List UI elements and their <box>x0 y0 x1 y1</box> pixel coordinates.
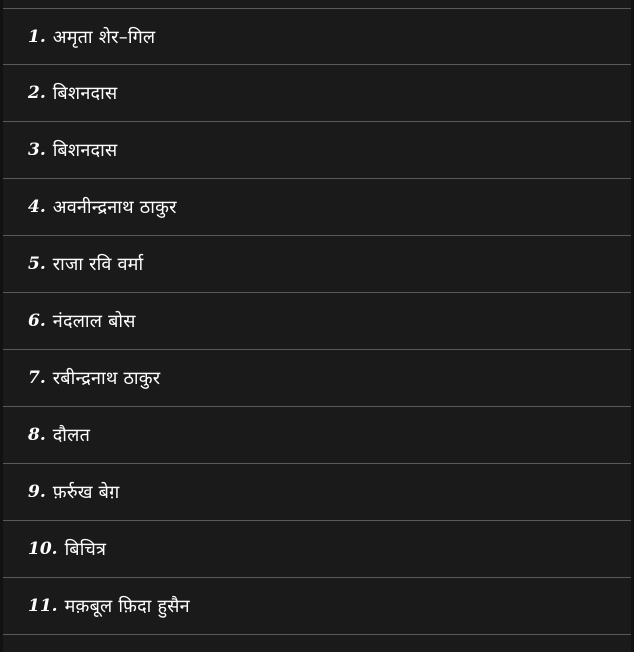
list-item[interactable] <box>0 122 634 179</box>
list-item-label: नंदलाल बोस <box>52 311 136 332</box>
list-item-number: 5. <box>28 254 46 274</box>
list-item-label: बिशनदास <box>52 83 118 104</box>
list-item-label: अमृता शेर–गिल <box>52 26 156 48</box>
top-spacer <box>0 0 634 8</box>
list-item-label: राजा रवि वर्मा <box>52 254 144 275</box>
list-item-label: मक़बूल फ़िदा हुसैन <box>64 596 190 617</box>
list-item[interactable] <box>0 65 634 122</box>
list-item-number: 2. <box>28 83 46 103</box>
list-item-number: 7. <box>28 368 46 388</box>
list-item[interactable] <box>0 521 634 578</box>
list-item[interactable] <box>0 578 634 635</box>
list-item-number: 8. <box>28 425 46 445</box>
list-item-number: 1. <box>28 26 46 47</box>
list-item-number: 11. <box>28 596 58 616</box>
list-item-label: बिशनदास <box>52 140 118 161</box>
list-item-number: 10. <box>28 539 58 559</box>
list-item[interactable] <box>0 293 634 350</box>
list-item[interactable] <box>0 8 634 65</box>
list-item[interactable] <box>0 236 634 293</box>
list-item-number: 6. <box>28 311 46 331</box>
list-item-label: दौलत <box>52 425 91 446</box>
list-item-number: 4. <box>28 197 46 217</box>
list-item-label: बिचित्र <box>64 539 107 560</box>
list-item[interactable] <box>0 407 634 464</box>
list-item-number: 9. <box>28 482 46 502</box>
list-item[interactable] <box>0 179 634 236</box>
list-item-label: अवनीन्द्रनाथ ठाकुर <box>52 197 177 218</box>
list-item[interactable] <box>0 464 634 521</box>
list-item-number: 3. <box>28 140 46 160</box>
list-item[interactable] <box>0 350 634 407</box>
left-edge-border <box>0 0 3 652</box>
list-item-label: रबीन्द्रनाथ ठाकुर <box>52 368 161 389</box>
list-item-label: फ़र्रुख बेग़ <box>52 482 120 503</box>
artist-list <box>0 8 634 635</box>
